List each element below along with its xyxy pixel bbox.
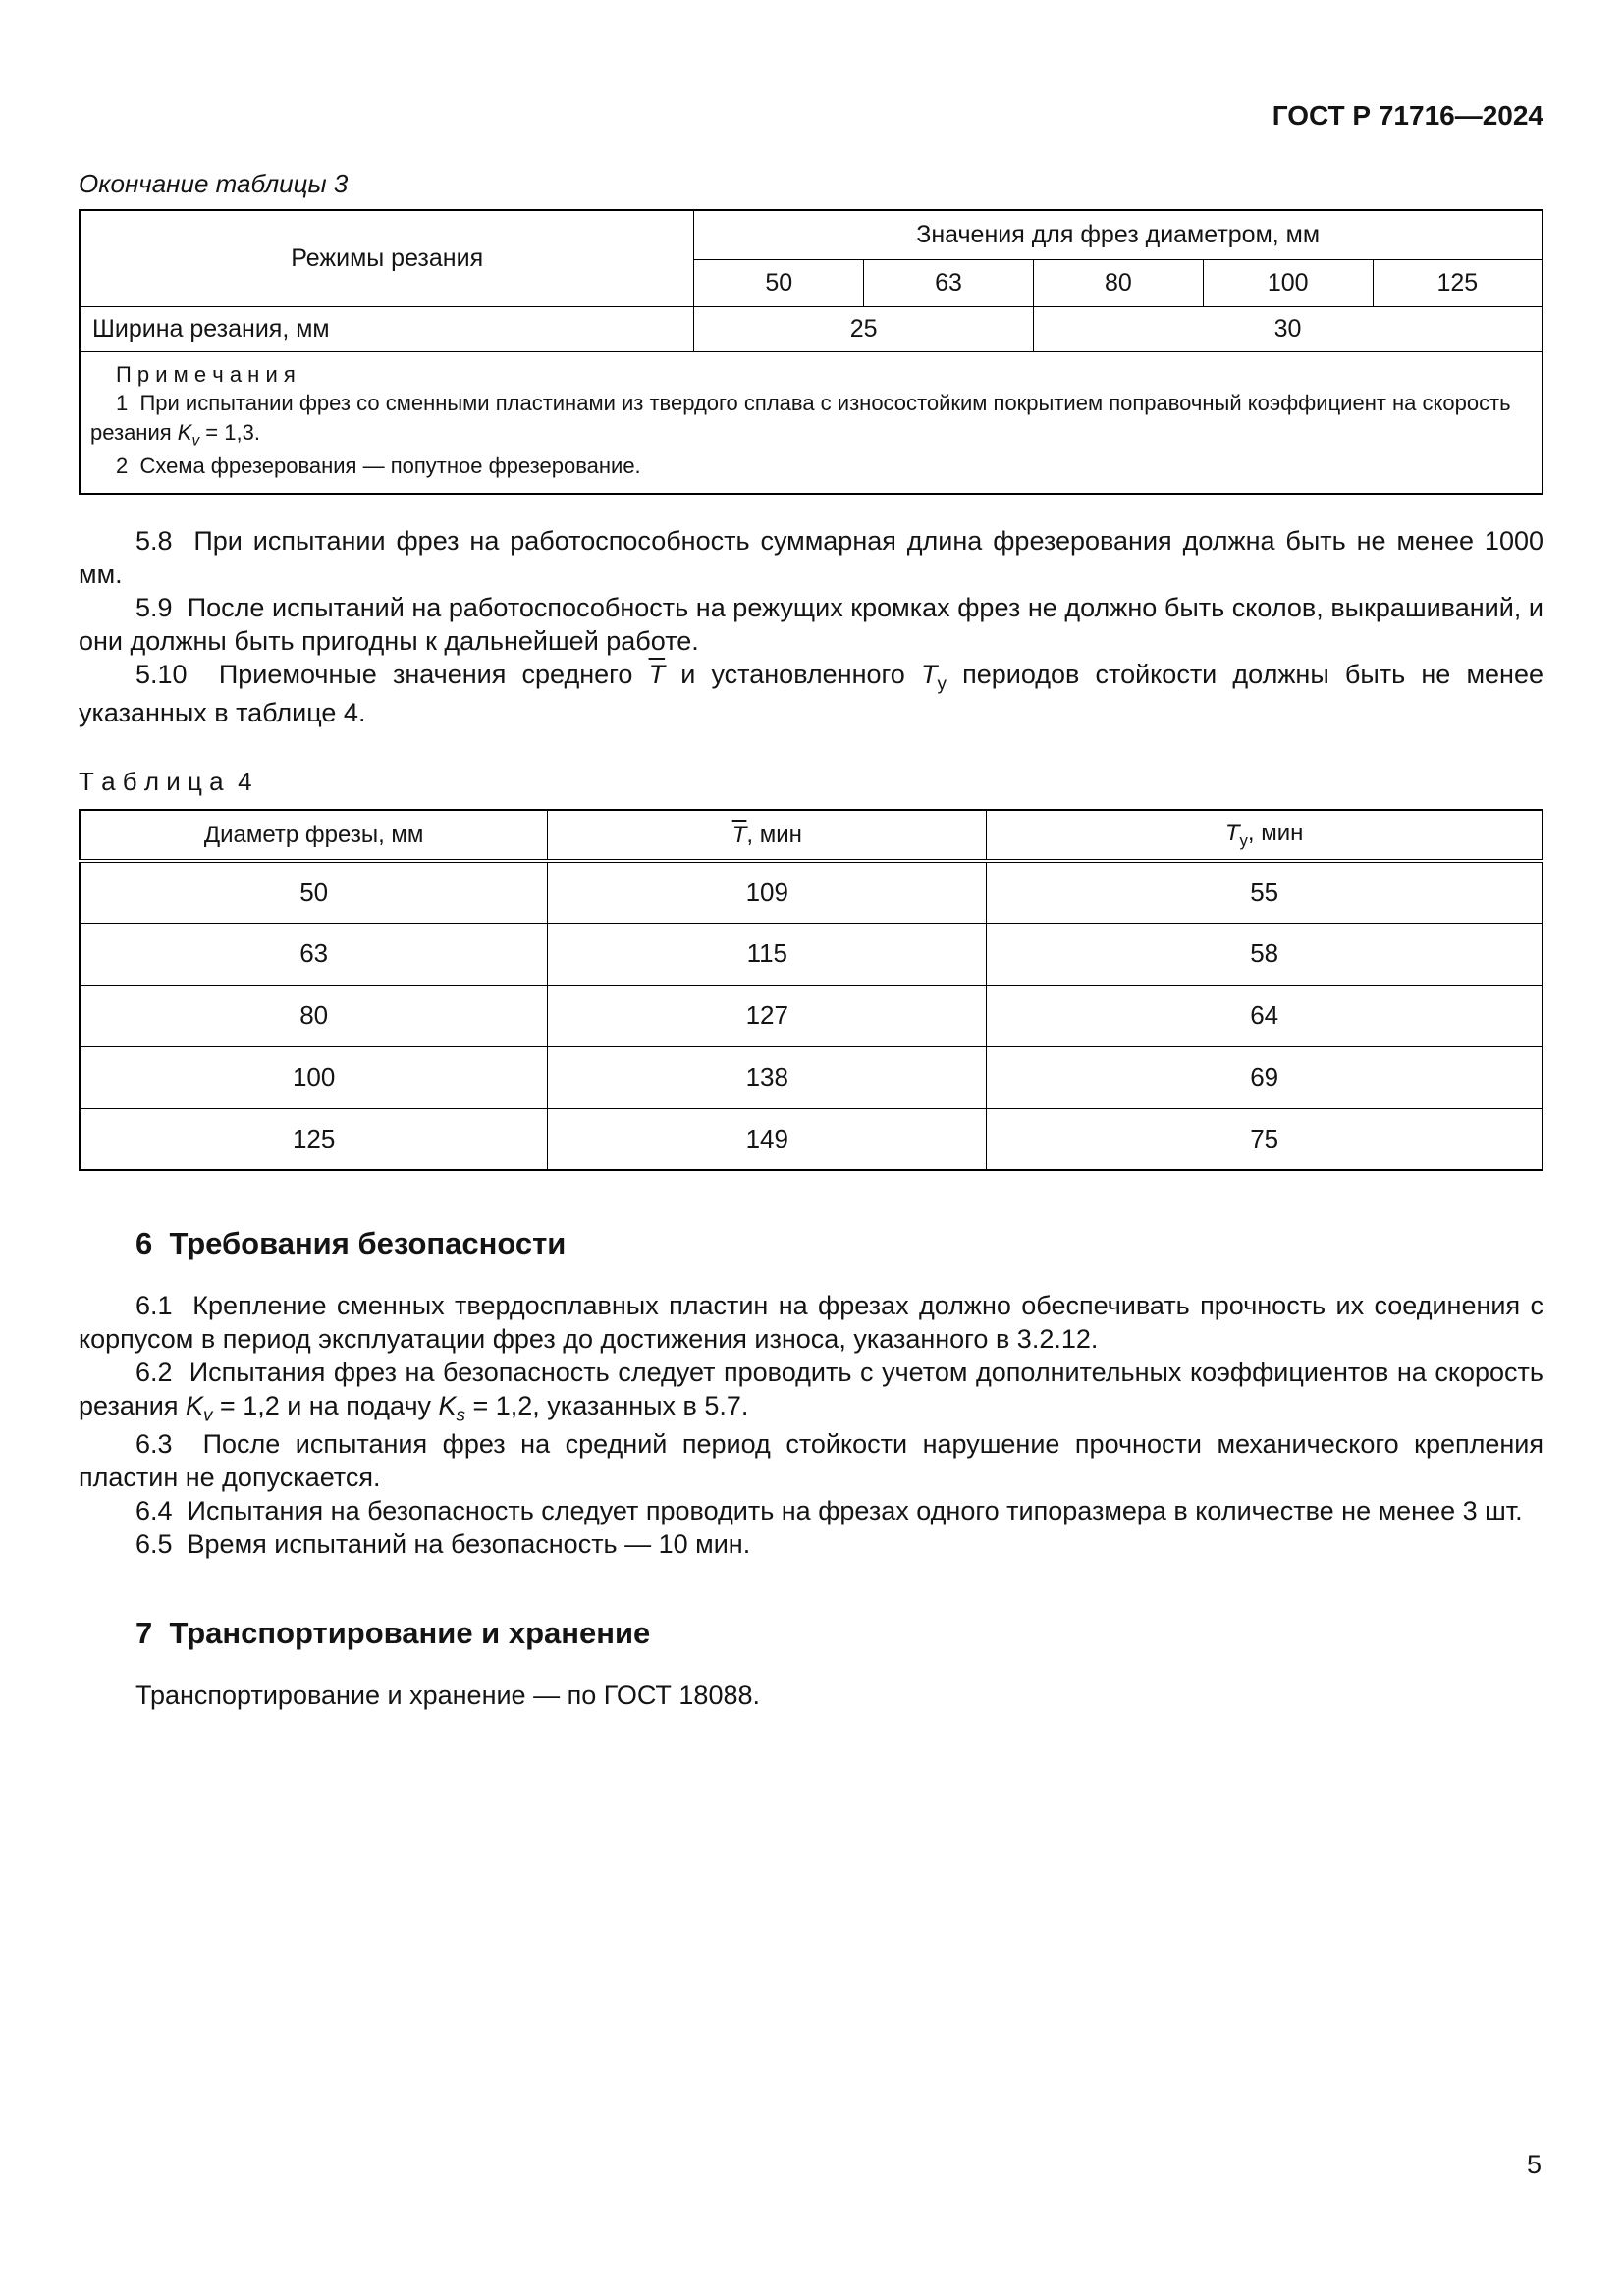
- t-set-subscript: у: [1239, 830, 1248, 850]
- data-cell: 100: [80, 1046, 548, 1108]
- column-header: [987, 810, 1543, 861]
- paragraph-text: = 1,2 и на подачу: [212, 1391, 439, 1421]
- data-cell: 75: [987, 1108, 1543, 1170]
- k-symbol: K: [438, 1391, 457, 1421]
- note-item: 2 Схема фрезерования — попутное фрезерование.: [116, 454, 641, 479]
- table-row: [80, 923, 1543, 985]
- data-cell: 149: [548, 1108, 987, 1170]
- data-cell: 30: [1033, 306, 1543, 351]
- paragraph-text: 5.10 Приемочные значения среднего: [135, 659, 649, 689]
- column-header: 80: [1033, 259, 1203, 306]
- section-6-heading: 6 Требования безопасности: [135, 1226, 567, 1261]
- table-notes: [80, 351, 1543, 494]
- table-row: [80, 985, 1543, 1046]
- paragraph-7-1: Транспортирование и хранение — по ГОСТ 18088.: [135, 1681, 761, 1711]
- table-row: [80, 351, 1543, 494]
- k-symbol: K: [185, 1391, 203, 1421]
- column-header: 50: [694, 259, 864, 306]
- data-cell: 64: [987, 985, 1543, 1046]
- data-cell: 50: [80, 861, 548, 923]
- column-header: 100: [1203, 259, 1373, 306]
- paragraph-text: = 1,2, указанных в 5.7.: [465, 1391, 749, 1421]
- data-cell: 115: [548, 923, 987, 985]
- column-header: Режимы резания: [80, 210, 694, 306]
- table-3: [79, 209, 1543, 495]
- column-header: [548, 810, 987, 861]
- table-row: [80, 861, 1543, 923]
- paragraph-6-4: 6.4 Испытания на безопасность следует проводить на фрезах одного типоразмера в количестве не менее 3 шт.: [135, 1496, 1523, 1526]
- table-row: [80, 210, 1543, 259]
- t-set-subscript: у: [937, 673, 947, 695]
- page-number: 5: [1526, 2150, 1542, 2179]
- t-set-symbol: T: [920, 659, 938, 689]
- data-cell: 109: [548, 861, 987, 923]
- data-cell: 25: [694, 306, 1034, 351]
- table-4-caption: Т а б л и ц а 4: [79, 767, 252, 797]
- k-subscript: v: [202, 1405, 213, 1426]
- data-cell: 58: [987, 923, 1543, 985]
- table-row: [80, 1108, 1543, 1170]
- paragraph-6-2: [79, 1356, 1543, 1427]
- note-text: 1 При испытании фрез со сменными пластинами из твердого сплава с износостойким покрытием поправочный коэффициент на скорость резания: [90, 391, 1511, 445]
- paragraph-text: 6.2 Испытания фрез на безопасность следует проводить с учетом дополнительных коэффициентов на скорость резания: [79, 1358, 1543, 1421]
- note-text: = 1,3.: [199, 419, 260, 445]
- table-header-row: [80, 810, 1543, 861]
- unit-text: , мин: [1247, 819, 1304, 846]
- unit-text: , мин: [746, 821, 802, 848]
- column-header: Значения для фрез диаметром, мм: [694, 210, 1543, 259]
- section-7-heading: 7 Транспортирование и хранение: [135, 1616, 651, 1651]
- paragraph-5-9: 5.9 После испытаний на работоспособность на режущих кромках фрез не должно быть сколов, выкрашиваний, и они должны быть пригодны к дальнейшей работе.: [79, 592, 1543, 656]
- t-mean-symbol: $\overline{T}$: [731, 821, 747, 848]
- document-code: ГОСТ Р 71716—2024: [1272, 100, 1543, 131]
- table-row: [80, 306, 1543, 351]
- data-cell: 80: [80, 985, 548, 1046]
- table-3-caption: Окончание таблицы 3: [79, 169, 349, 198]
- data-cell: 125: [80, 1108, 548, 1170]
- column-header: Диаметр фрезы, мм: [80, 810, 548, 861]
- t-mean-symbol: $\overline{T}$: [648, 659, 666, 689]
- table-4: [79, 809, 1543, 1171]
- data-cell: 63: [80, 923, 548, 985]
- paragraph-6-1: 6.1 Крепление сменных твердосплавных пластин на фрезах должно обеспечивать прочность их соединения с корпусом в период эксплуатации фрез до достижения износа, указанного в 3.2.12.: [79, 1291, 1543, 1355]
- table-row: [80, 1046, 1543, 1108]
- paragraph-6-3: 6.3 После испытания фрез на средний период стойкости нарушение прочности механического крепления пластин не допускается.: [79, 1429, 1543, 1493]
- paragraph-5-10: [79, 658, 1543, 729]
- k-subscript: v: [191, 432, 200, 450]
- k-subscript: s: [456, 1405, 465, 1426]
- paragraph-text: и установленного: [665, 659, 921, 689]
- data-cell: 127: [548, 985, 987, 1046]
- paragraph-6-5: 6.5 Время испытаний на безопасность — 10 мин.: [135, 1529, 751, 1560]
- column-header: 125: [1373, 259, 1543, 306]
- notes-title: П р и м е ч а н и я: [116, 361, 296, 387]
- t-set-symbol: T: [1224, 819, 1240, 846]
- k-symbol: K: [177, 419, 192, 445]
- row-label-cell: Ширина резания, мм: [80, 306, 694, 351]
- data-cell: 138: [548, 1046, 987, 1108]
- data-cell: 55: [987, 861, 1543, 923]
- note-item: [90, 389, 1528, 452]
- paragraph-text: периодов стойкости должны быть не менее указанных в таблице 4.: [79, 659, 1543, 728]
- paragraph-5-8: 5.8 При испытании фрез на работоспособность суммарная длина фрезерования должна быть не менее 1000 мм.: [79, 525, 1543, 589]
- column-header: 63: [864, 259, 1034, 306]
- data-cell: 69: [987, 1046, 1543, 1108]
